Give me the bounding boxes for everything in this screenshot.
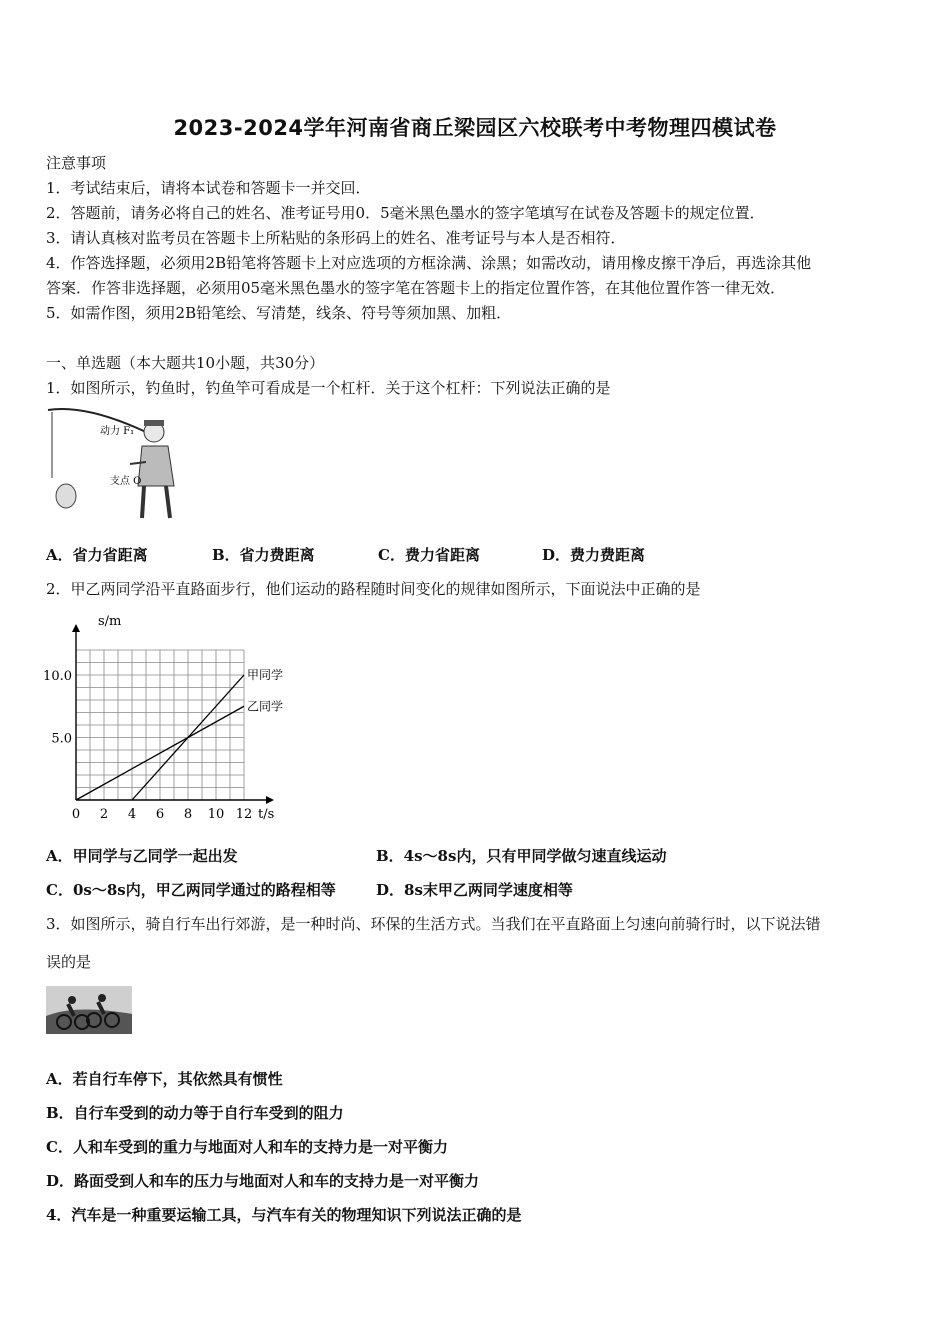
x-tick-label: 12: [235, 807, 253, 822]
distance-time-chart: [40, 605, 300, 825]
question-3-stem: 3．如图所示，骑自行车出行郊游，是一种时尚、环保的生活方式。当我们在平直路面上匀速向前骑行时，以下说法错: [46, 915, 821, 933]
notice-heading: 注意事项: [46, 154, 107, 172]
notice-item: 2．答题前，请务必将自己的姓名、准考证号用0．5毫米黑色墨水的签字笔填写在试卷及答题卡的规定位置．: [46, 204, 765, 222]
notice-item: 答案．作答非选择题，必须用05毫米黑色墨水的签字笔在答题卡上的指定位置作答，在其他位置作答一律无效．: [46, 279, 786, 297]
x-tick-label: 6: [155, 807, 165, 822]
pivot-label: 支点 O: [110, 476, 142, 487]
section-heading: 一、单选题（本大题共10小题，共30分）: [46, 354, 325, 372]
q1-option-c: C．费力省距离: [378, 546, 480, 564]
cycling-photo: [46, 986, 132, 1034]
q1-option-d: D．费力费距离: [542, 546, 646, 564]
notice-item: 1．考试结束后，请将本试卷和答题卡一并交回．: [46, 179, 371, 197]
x-tick-label: 8: [183, 807, 193, 822]
question-2-stem: 2．甲乙两同学沿平直路面步行，他们运动的路程随时间变化的规律如图所示，下面说法中正确的是: [46, 580, 701, 598]
q1-option-b: B．省力费距离: [212, 546, 315, 564]
x-axis-label: t/s: [258, 807, 275, 822]
question-1-stem: 1．如图所示，钓鱼时，钓鱼竿可看成是一个杠杆．关于这个杠杆：下列说法正确的是: [46, 379, 611, 397]
x-tick-label: 0: [71, 807, 81, 822]
q3-option-a: A．若自行车停下，其依然具有惯性: [46, 1070, 283, 1088]
series-label: 乙同学: [247, 699, 284, 714]
y-axis-label: s/m: [98, 614, 122, 629]
x-tick-label: 4: [127, 807, 137, 822]
question-3-stem-cont: 误的是: [46, 953, 92, 971]
q2-option-a: A．甲同学与乙同学一起出发: [46, 847, 238, 865]
q3-option-b: B．自行车受到的动力等于自行车受到的阻力: [46, 1104, 344, 1122]
x-tick-label: 10: [207, 807, 225, 822]
q1-option-a: A．省力省距离: [46, 546, 148, 564]
question-4-stem: 4．汽车是一种重要运输工具，与汽车有关的物理知识下列说法正确的是: [46, 1206, 522, 1224]
x-axis-arrow: [266, 796, 274, 804]
chart-grid: [76, 650, 244, 800]
q3-option-c: C．人和车受到的重力与地面对人和车的支持力是一对平衡力: [46, 1138, 448, 1156]
y-tick-label: 5.0: [51, 731, 72, 747]
notice-item: 3．请认真核对监考员在答题卡上所粘贴的条形码上的姓名、准考证号与本人是否相符．: [46, 229, 626, 247]
q2-option-b: B．4s～8s内，只有甲同学做匀速直线运动: [376, 847, 667, 865]
chart-ticks: [43, 669, 252, 822]
q2-option-d: D．8s末甲乙两同学速度相等: [376, 881, 573, 899]
notice-item: 4．作答选择题，必须用2B铅笔将答题卡上对应选项的方框涂满、涂黑；如需改动，请用橡皮擦干净后，再选涂其他: [46, 254, 812, 272]
q3-option-d: D．路面受到人和车的压力与地面对人和车的支持力是一对平衡力: [46, 1172, 480, 1190]
x-tick-label: 2: [99, 807, 109, 822]
y-axis-arrow: [72, 624, 80, 632]
fishing-figure: [46, 406, 188, 522]
series-label: 甲同学: [247, 668, 284, 682]
y-tick-label: 10.0: [43, 669, 72, 684]
force-label: 动力 F₁: [100, 426, 135, 437]
notice-item: 5．如需作图，须用2B铅笔绘、写清楚，线条、符号等须加黑、加粗．: [46, 304, 512, 322]
page-title: 2023-2024学年河南省商丘梁园区六校联考中考物理四模试卷: [173, 116, 777, 140]
q2-option-c: C．0s～8s内，甲乙两同学通过的路程相等: [46, 881, 336, 899]
